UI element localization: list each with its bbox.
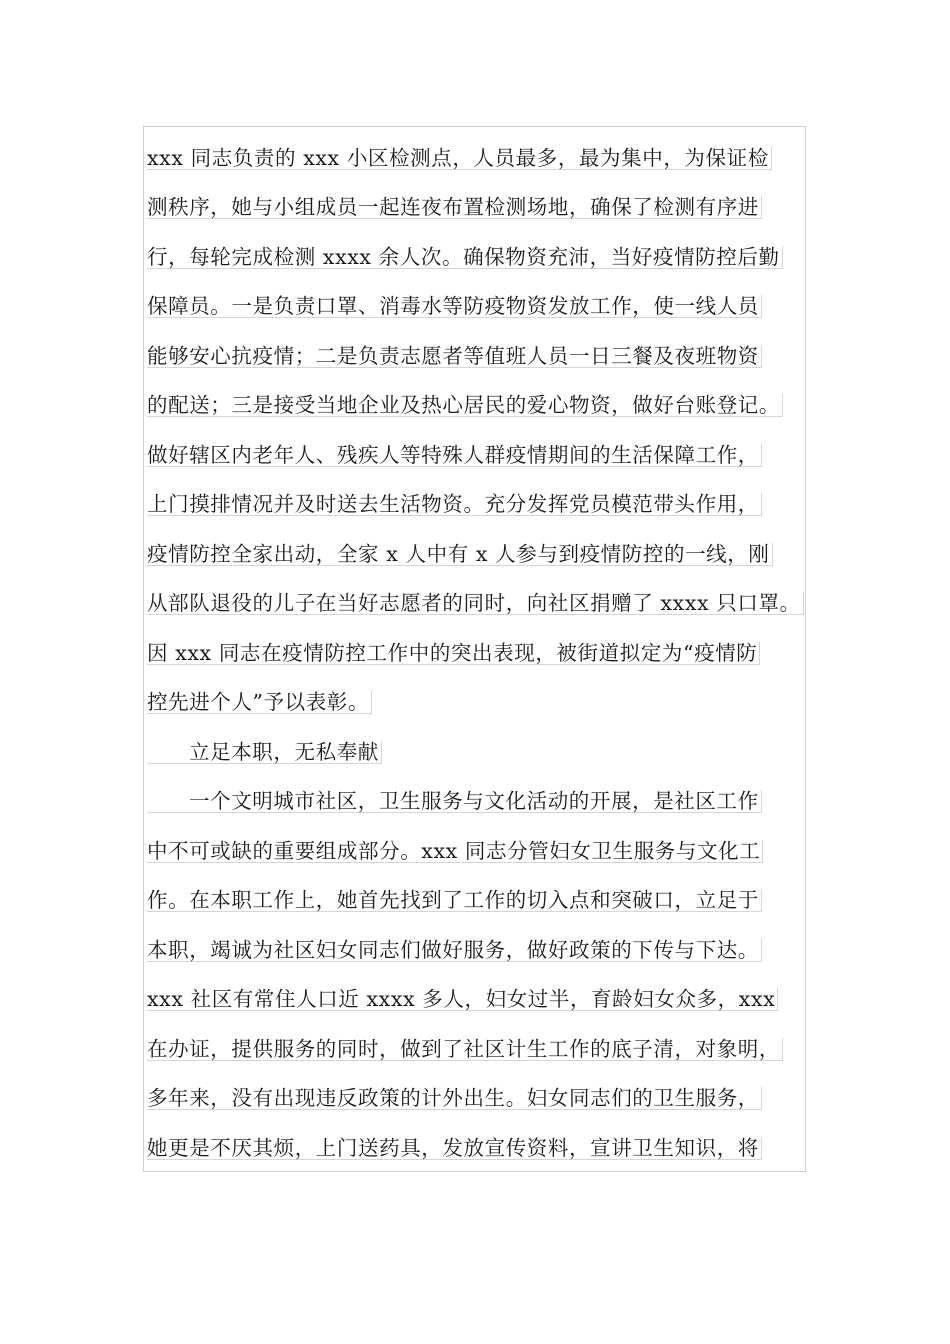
text-line-content: 能够安心抗疫情；二是负责志愿者等值班人员一日三餐及夜班物资	[147, 345, 762, 368]
text-line	[143, 871, 843, 921]
text-line	[143, 920, 843, 970]
text-line	[143, 178, 843, 228]
section-heading	[143, 722, 843, 772]
text-line	[143, 1069, 843, 1119]
text-line-content: 本职，竭诚为社区妇女同志们做好服务，做好政策的下传与下达。	[147, 939, 762, 962]
text-line	[143, 524, 843, 574]
text-line	[143, 623, 843, 673]
text-line-content: 在办证，提供服务的同时，做到了社区计生工作的底子清，对象明，	[147, 1038, 783, 1061]
text-line-content: 一个文明城市社区，卫生服务与文化活动的开展，是社区工作	[147, 790, 762, 813]
text-line	[143, 673, 843, 723]
text-line-content: 保障员。一是负责口罩、消毒水等防疫物资发放工作，使一线人员	[147, 295, 762, 318]
text-line-content: 上门摸排情况并及时送去生活物资。充分发挥党员模范带头作用，	[147, 493, 762, 516]
text-line-content: 她更是不厌其烦，上门送药具，发放宣传资料，宣讲卫生知识，将	[147, 1137, 762, 1160]
text-line-content: xxx 社区有常住人口近 xxxx 多人，妇女过半，育龄妇女众多，xxx	[147, 988, 778, 1011]
text-line-content: 多年来，没有出现违反政策的计外出生。妇女同志们的卫生服务，	[147, 1087, 762, 1110]
text-line	[143, 128, 843, 178]
text-line-content: 从部队退役的儿子在当好志愿者的同时，向社区捐赠了 xxxx 只口罩。	[147, 592, 804, 615]
text-line	[143, 475, 843, 525]
text-line	[143, 1019, 843, 1069]
text-line	[143, 277, 843, 327]
text-line-content: 中不可或缺的重要组成部分。xxx 同志分管妇女卫生服务与文化工	[147, 840, 763, 863]
text-line	[143, 574, 843, 624]
text-line	[143, 821, 843, 871]
text-line-content: 控先进个人”予以表彰。	[147, 691, 372, 714]
document-body	[143, 128, 843, 1168]
section-heading-text: 立足本职，无私奉献	[147, 741, 382, 764]
text-line-content: 因 xxx 同志在疫情防控工作中的突出表现，被街道拟定为“疫情防	[147, 642, 760, 665]
text-line-content: 作。在本职工作上，她首先找到了工作的切入点和突破口，立足于	[147, 889, 762, 912]
text-line-content: 测秩序，她与小组成员一起连夜布置检测场地，确保了检测有序进	[147, 196, 762, 219]
text-line	[143, 1118, 843, 1168]
text-line	[143, 227, 843, 277]
text-line	[143, 772, 843, 822]
text-line-content: 的配送；三是接受当地企业及热心居民的爱心物资，做好台账登记。	[147, 394, 783, 417]
text-line-content: 做好辖区内老年人、残疾人等特殊人群疫情期间的生活保障工作，	[147, 444, 762, 467]
text-line-content: 疫情防控全家出动，全家 x 人中有 x 人参与到疫情防控的一线，刚	[147, 543, 773, 566]
text-line	[143, 326, 843, 376]
text-line	[143, 970, 843, 1020]
text-line	[143, 376, 843, 426]
text-line-content: xxx 同志负责的 xxx 小区检测点，人员最多，最为集中，为保证检	[147, 147, 772, 170]
text-line-content: 行，每轮完成检测 xxxx 余人次。确保物资充沛，当好疫情防控后勤	[147, 246, 783, 269]
text-line	[143, 425, 843, 475]
